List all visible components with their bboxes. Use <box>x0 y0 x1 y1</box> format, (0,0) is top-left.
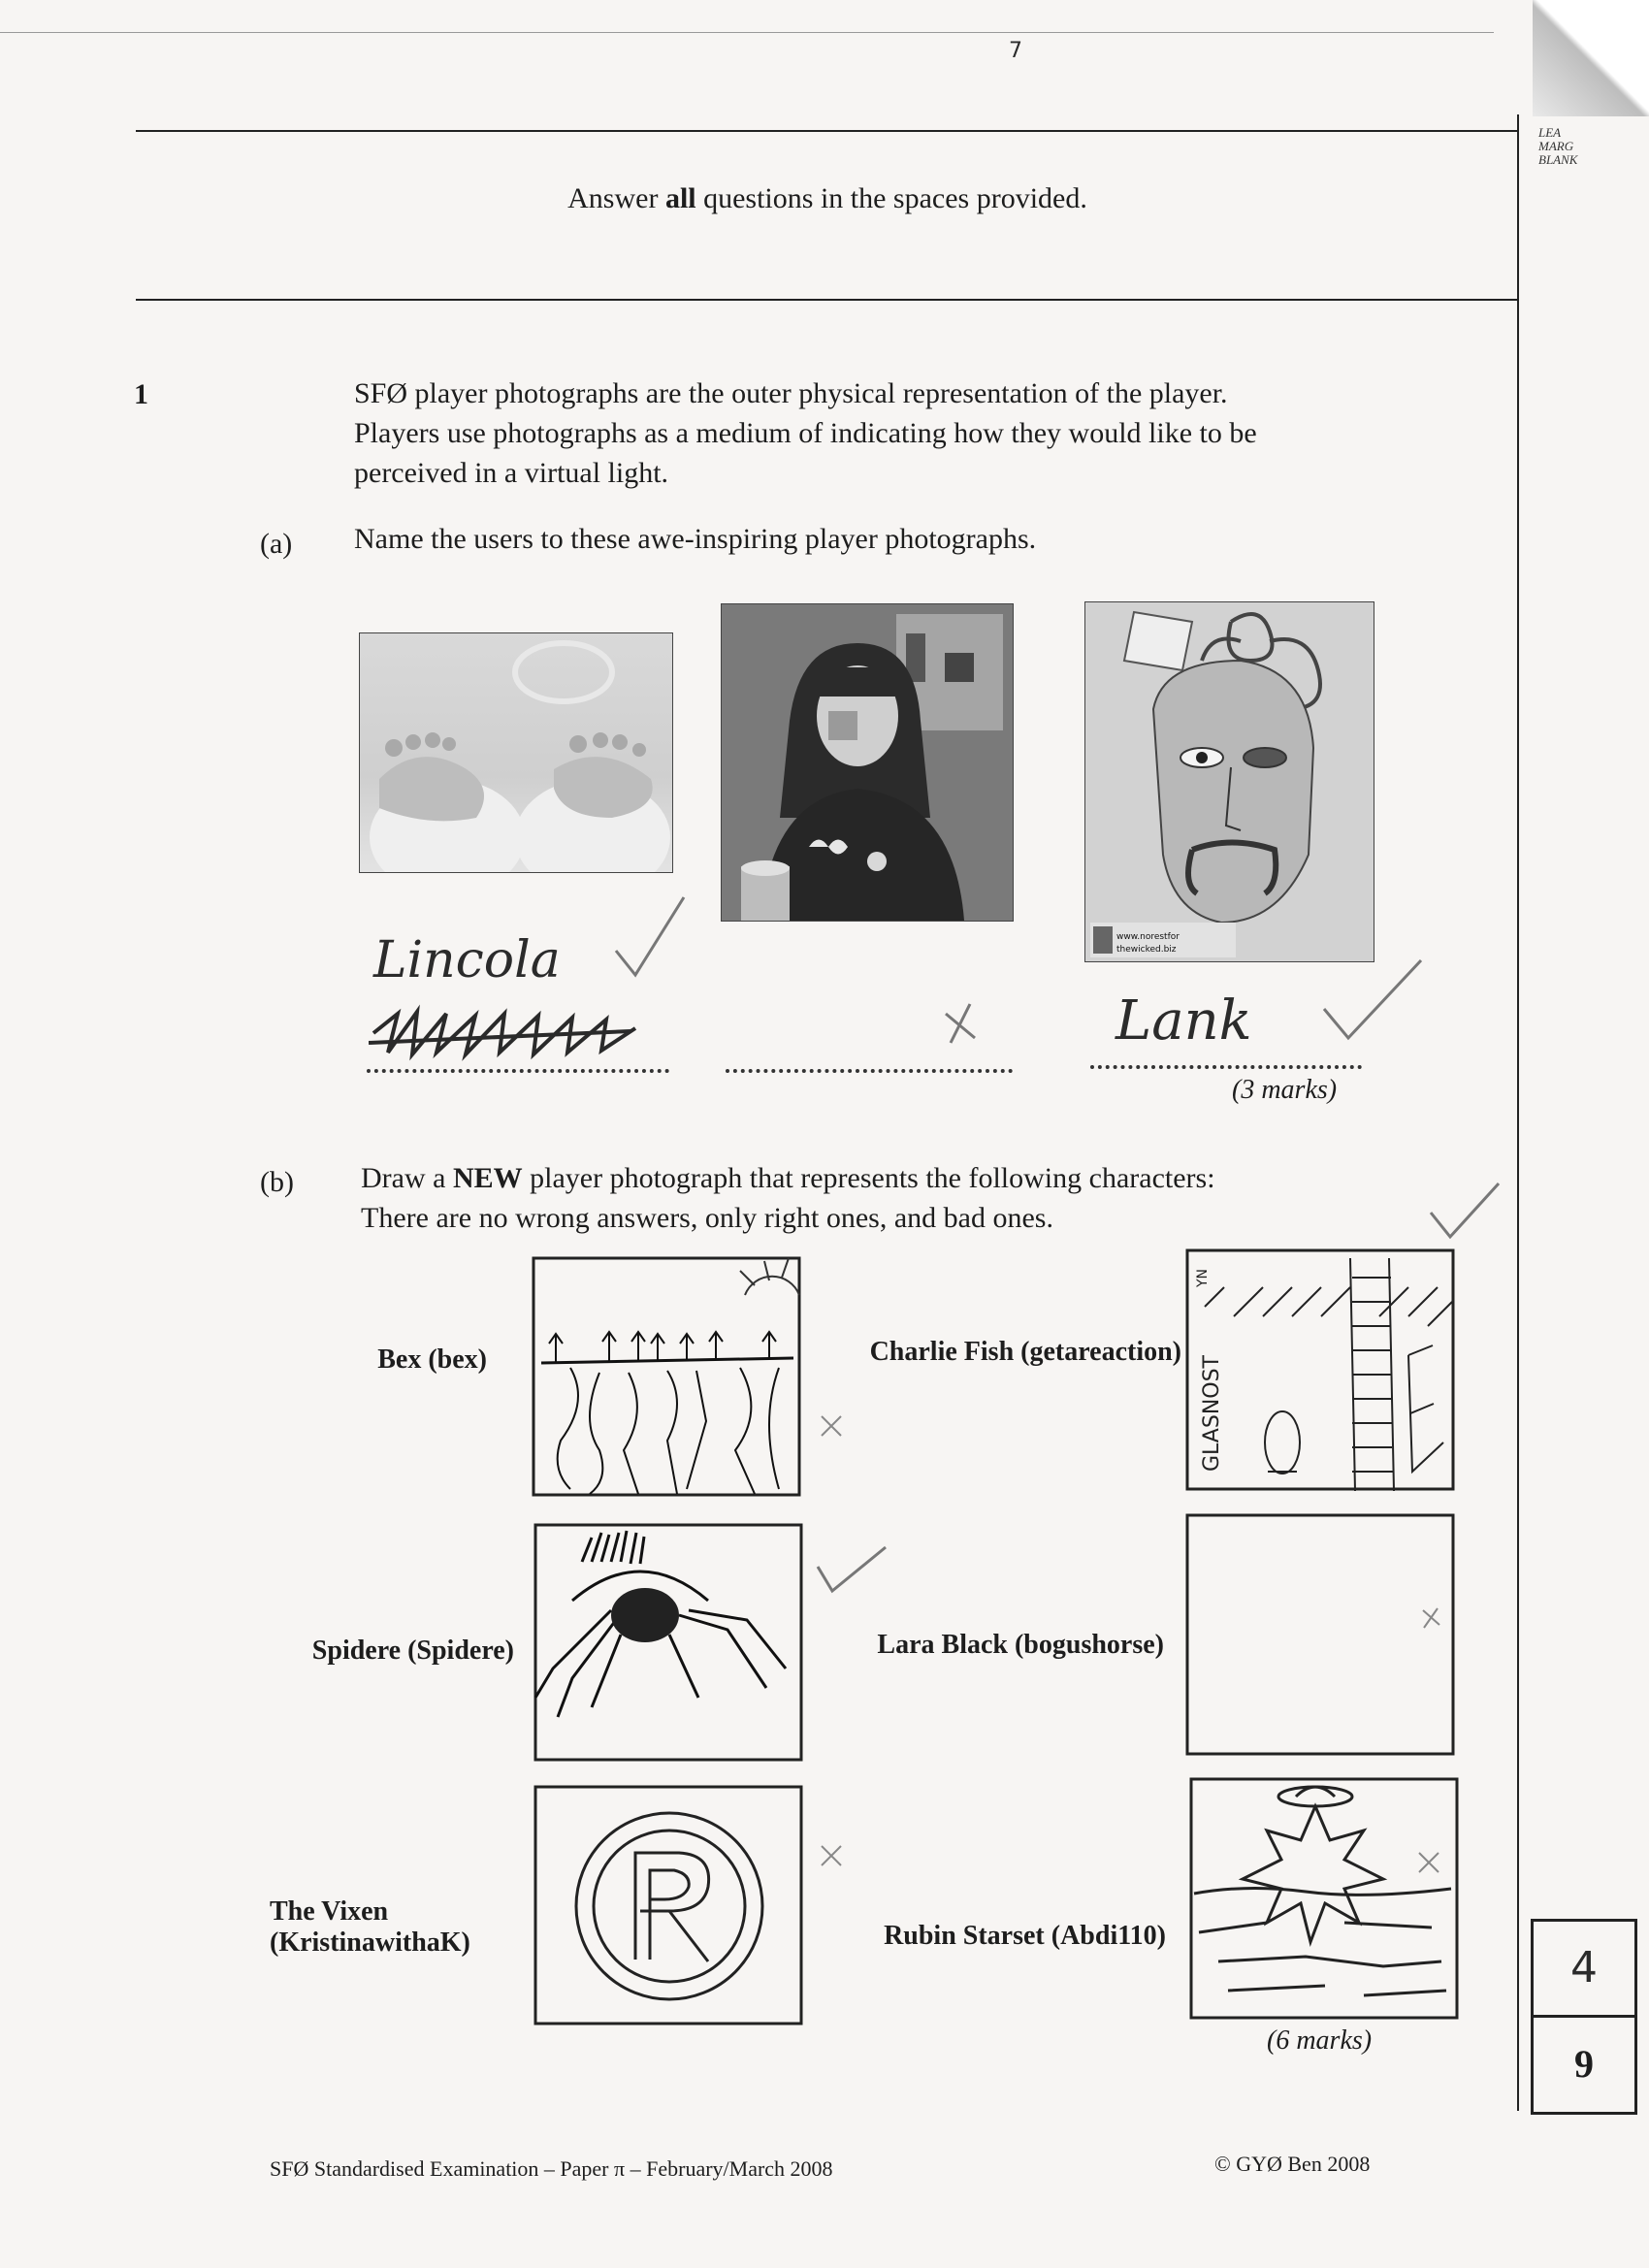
drawing-box-bex <box>532 1256 803 1499</box>
answer-3: Lank <box>1116 989 1252 1053</box>
question-number: 1 <box>134 378 148 410</box>
instruction-box-top-rule <box>136 130 1519 132</box>
photo-caption-line-1: www.norestfor <box>1116 932 1180 942</box>
tick-answer-3 <box>1319 951 1426 1048</box>
character-label-vixen: The Vixen (KristinawithaK) <box>270 1896 470 1958</box>
question-intro: SFØ player photographs are the outer physical representation of the player. Players use photographs as a medium of indicating how they would like to be perceived in a virtual light. <box>354 377 1257 489</box>
page-marker: 7 <box>1009 39 1022 63</box>
score-box <box>1531 1919 1637 2115</box>
instructions: Answer all questions in the spaces provided. <box>567 182 1087 214</box>
footer-left: SFØ Standardised Examination – Paper π – February/March 2008 <box>270 2156 833 2181</box>
margin-note: LEA MARG BLANK <box>1538 125 1578 167</box>
part-b-text: Draw a NEW player photograph that represents the following characters: There are no wrong answers, only right ones, and bad ones. <box>361 1158 1505 1238</box>
character-label-bex: Bex (bex) <box>377 1345 487 1375</box>
top-edge-rule <box>0 32 1494 33</box>
score-box-upper: 4 <box>1534 1922 1634 2018</box>
character-label-spidere: Spidere (Spidere) <box>311 1636 514 1666</box>
tick-answer-1 <box>611 892 689 980</box>
drawing-box-vixen <box>534 1785 805 2027</box>
character-label-charlie: Charlie Fish (getareaction) <box>869 1337 1181 1367</box>
scribble-crossed-out <box>369 1004 640 1062</box>
player-photo-drawing <box>1084 601 1374 962</box>
character-label-lara: Lara Black (bogushorse) <box>877 1630 1164 1660</box>
photo-caption-line-2: thewicked.biz <box>1116 945 1177 955</box>
charlie-small-text: YN <box>1195 1268 1211 1287</box>
part-b-label: (b) <box>260 1166 294 1198</box>
drawing-box-lara <box>1185 1513 1457 1758</box>
part-a-marks: (3 marks) <box>1232 1075 1338 1105</box>
part-b-text-line-1: Draw a NEW player photograph that represents the following characters: <box>361 1162 1215 1194</box>
instruction-box-bottom-rule <box>136 299 1519 301</box>
answer-line-3 <box>1090 1065 1362 1069</box>
part-b-marks: (6 marks) <box>1267 2025 1373 2056</box>
tick-spidere <box>813 1542 890 1601</box>
part-a-label: (a) <box>260 528 293 560</box>
cross-bex <box>817 1411 846 1441</box>
tick-part-b <box>1426 1179 1504 1247</box>
score-box-lower: 9 <box>1574 2042 1594 2086</box>
feet-photo-image <box>360 633 672 872</box>
player-photo-person <box>721 603 1014 922</box>
answer-1: Lincola <box>373 931 561 989</box>
drawing-box-spidere <box>534 1523 805 1764</box>
answer-line-1 <box>367 1069 669 1073</box>
charlie-vertical-text: GLASNOST <box>1200 1354 1224 1472</box>
part-a-text: Name the users to these awe-inspiring player photographs. <box>354 523 1037 555</box>
drawing-box-charlie <box>1185 1248 1457 1493</box>
person-photo-image <box>722 604 1013 921</box>
cross-rubin <box>1414 1848 1443 1877</box>
drawing-box-rubin <box>1189 1777 1461 2022</box>
cross-answer-2 <box>941 999 980 1048</box>
cross-vixen <box>817 1841 846 1870</box>
character-label-rubin: Rubin Starset (Abdi110) <box>884 1921 1166 1951</box>
answer-line-2 <box>726 1069 1013 1073</box>
right-margin-rule <box>1517 114 1519 2111</box>
drawn-face-image <box>1085 602 1374 961</box>
player-photo-feet <box>359 632 673 873</box>
page-corner-fold <box>1533 0 1649 116</box>
footer-right: © GYØ Ben 2008 <box>1214 2152 1371 2176</box>
